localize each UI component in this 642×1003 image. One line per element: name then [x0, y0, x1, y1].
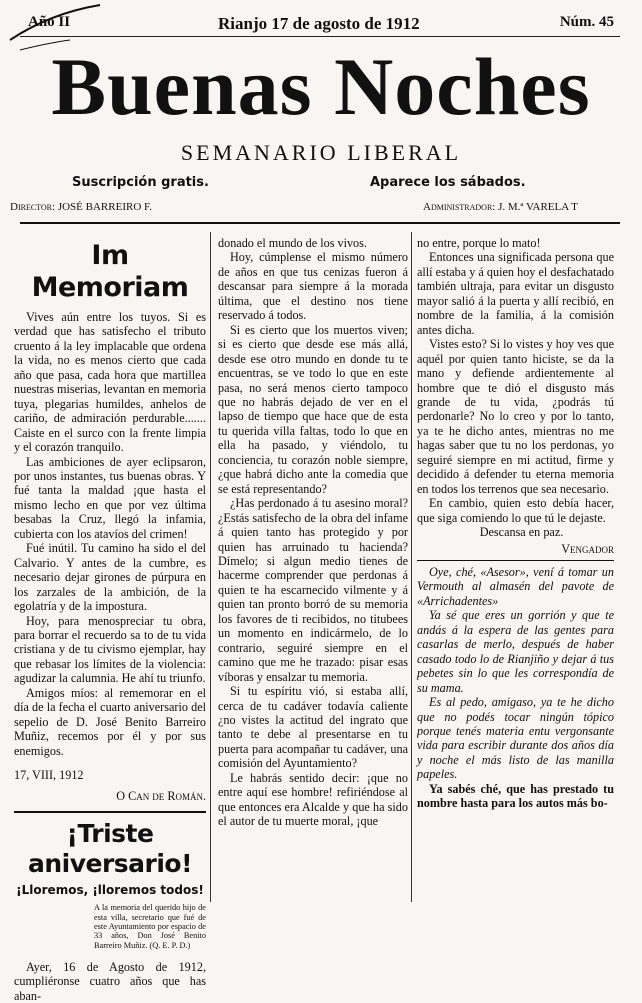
administrator-line [423, 201, 578, 213]
newspaper-subtitle: SEMANARIO LIBERAL [180, 140, 462, 165]
publication-note: Aparece los sábados. [370, 175, 526, 190]
article-paragraph: donado el mundo de los vivos. [218, 236, 367, 250]
memorial-notice: A la memoria del querido hijo de esta villa, secretario que fué de este Ayuntamiento por espacio de 33 años, Don José Benito Barreiro Muñiz. (Q. E. P. D.) [94, 903, 206, 950]
article-subheadline: ¡Lloremos, ¡lloremos todos! [16, 882, 204, 897]
article-signature: O Can de Román. [116, 788, 206, 803]
director-label: Director: [10, 201, 56, 213]
column-divider [210, 232, 211, 902]
article-date: 17, VIII, 1912 [14, 768, 84, 783]
article-paragraph: Las ambiciones de ayer eclipsaron, por unos instantes, tus buenas obras. Y fué tanta la maldad ¡que hasta el mismo lecho en que por vez última besabas la Cruz, llegó la infamia, cubierta con los atavíos del crimen! [14, 454, 206, 541]
newspaper-title: Buenas Noches [51, 41, 591, 132]
column-3 [417, 236, 614, 901]
article-paragraph: Vistes esto? Si lo vistes y hoy ves que aquél por quien tanto hiciste, se da la mano y defiende ardientemente al hombre que te dió el disgusto más grande de tu vida, ¿podrás tú perdonarle? No lo creo y por lo tanto, ya te he dicho antes, mientras no me hagas saber que tu no los perdonas, yo seguiré siempre en mi actitud, firme y decidido á defender tu eterna memoria en todos los terrenos que sea necesario. [417, 337, 614, 496]
article-paragraph: Entonces una significada persona que allí estaba y á quien hoy el desfachatado también ultraja, para evitar un disgusto mayor salió á la puerta y allí recibió, en nombre de la familia, á la comisión antes dicha. [417, 250, 614, 337]
director-line [10, 201, 152, 213]
article-paragraph: Si tu espíritu vió, si estaba allí, cerca de tu cadáver todavía caliente ¿no vistes la actitud del ingrato que tanto te debe al presentarse en tu puerta para acompañar tu cadáver, una comisión del Ayuntamiento? [218, 684, 408, 771]
article-paragraph: En cambio, quien esto debía hacer, que siga comiendo lo que tú le dejaste. [417, 496, 614, 525]
place-date: Rianjo 17 de agosto de 1912 [218, 14, 420, 33]
subscription-note: Suscripción gratis. [72, 175, 209, 190]
section-divider [417, 560, 614, 561]
article-headline: Im Memoriam [31, 240, 189, 303]
administrator-label: Administrador: [423, 201, 496, 213]
article-headline-2: ¡Triste aniversario! [27, 818, 193, 878]
article-paragraph: ¿Has perdonado á tu asesino moral? ¿Estás satisfecho de la obra del infame á quien tanto has protegido y por quien has arruinado tu hacienda? Dímelo; si algun medio tienes de hacerme comprender que perdonas á quien te ha escarnecido vilmente y á quien tan pronto borró de su memoria los favores de ti recibidos, no titubees un momento en indicármelo, de lo contrario, seguiré siempre en el camino que me he trazado: pisar esas víboras y ensalzar tu memoria. [218, 496, 408, 684]
article-paragraph: Amigos míos: al rememorar en el día de la fecha el cuarto aniversario del sepelio de D. José Benito Barreiro Muñiz, recemos por él y por sus enemigos. [14, 685, 206, 758]
article-paragraph: Vives aún entre los tuyos. Si es verdad que has satisfecho el tributo cruento á la ley implacable que ordena la vida, no es menos cierto que cada año que pasa, cada hora que martillea nuestras miserias, levantan en memoria tuya, plegarias humildes, anhelos de cariño, de admiración perdurable....... Caiste en el surco con la frente limpia y el corazón tranquilo. [14, 310, 206, 455]
issue-number: Núm. 45 [559, 14, 614, 30]
article-paragraph: Ayer, 16 de Agosto de 1912, cumpliéronse cuatro años que has aban- [14, 959, 206, 1003]
article-signature: Vengador [561, 541, 614, 556]
article-paragraph: Si es cierto que los muertos viven; si es cierto que desde ese más allá, desde ese otro mundo en donde tu te encuentras, se ve todo lo que en este pasa, no será menos cierto tampoco que no habrás dejado de ver en el lapso de tiempo que hace que de esta tu querida villa faltas, todo lo que en ella ha pasado, y viéndolo, tu conciencia, tu corazón noble siempre, ¿que habrá dicho ante la comedia que se está representando? [218, 322, 408, 496]
article-paragraph: Descansa en paz. [479, 525, 564, 540]
section-divider [14, 811, 206, 813]
article-paragraph: Le habrás sentido decir: ¡que no entre aquí ese hombre! refiriéndose al que entonces era Alcalde y que ha sido el autor de tu muerte moral, ¡que [218, 770, 408, 829]
header-bottom-rule [20, 222, 620, 224]
article-paragraph: Hoy, cúmplense el mismo número de años en que tus cenizas fueron á descansar para siempre á la morada última, que el destino nos tiene reservado á todos. [218, 250, 408, 323]
italic-paragraph: Ya sé que eres un gorrión y que te andás á la espera de las gentes para casarlas de merlo, después de haber casado todo lo de Rianjiño y dejar á tus pebetes sin lo que les correspondía de su mama. [417, 608, 614, 695]
article-paragraph: Ya sabés ché, que has prestado tu nombre hasta para los autos más bo- [417, 781, 614, 811]
issue-year: Año II [28, 14, 71, 30]
column-1 [14, 236, 206, 1003]
article-paragraph: Fué inútil. Tu camino ha sido el del Calvario. Y antes de la cumbre, es necesario dejar girones de púrpura en los zarzales de la ambición, de la egolatría y de la impostura. [14, 541, 206, 614]
article-paragraph: Hoy, para menospreciar tu obra, para borrar el recuerdo sa to de tu vida cristiana y de tu civismo ejemplar, hay que rebasar los límites de la violencia: agudizar la calumnia. He ahí tu triunfo. [14, 613, 206, 686]
director-name: JOSÉ BARREIRO F. [57, 201, 152, 213]
italic-paragraph: Oye, ché, «Asesor», vení á tomar un Vermouth al almasén del pavote de «Arrichadentes» [417, 564, 614, 608]
article-paragraph: no entre, porque lo mato! [417, 236, 541, 250]
administrator-name: J. M.ª VARELA T [498, 201, 578, 213]
column-divider [411, 232, 412, 902]
column-2 [218, 236, 408, 901]
italic-paragraph: Es al pedo, amigaso, ya te he dicho que no podés tocar ningún tópico porque tenés materia entu vergonsante vida para escribir durante dos años día y noche el más listo de las manilla papeles. [417, 695, 614, 782]
